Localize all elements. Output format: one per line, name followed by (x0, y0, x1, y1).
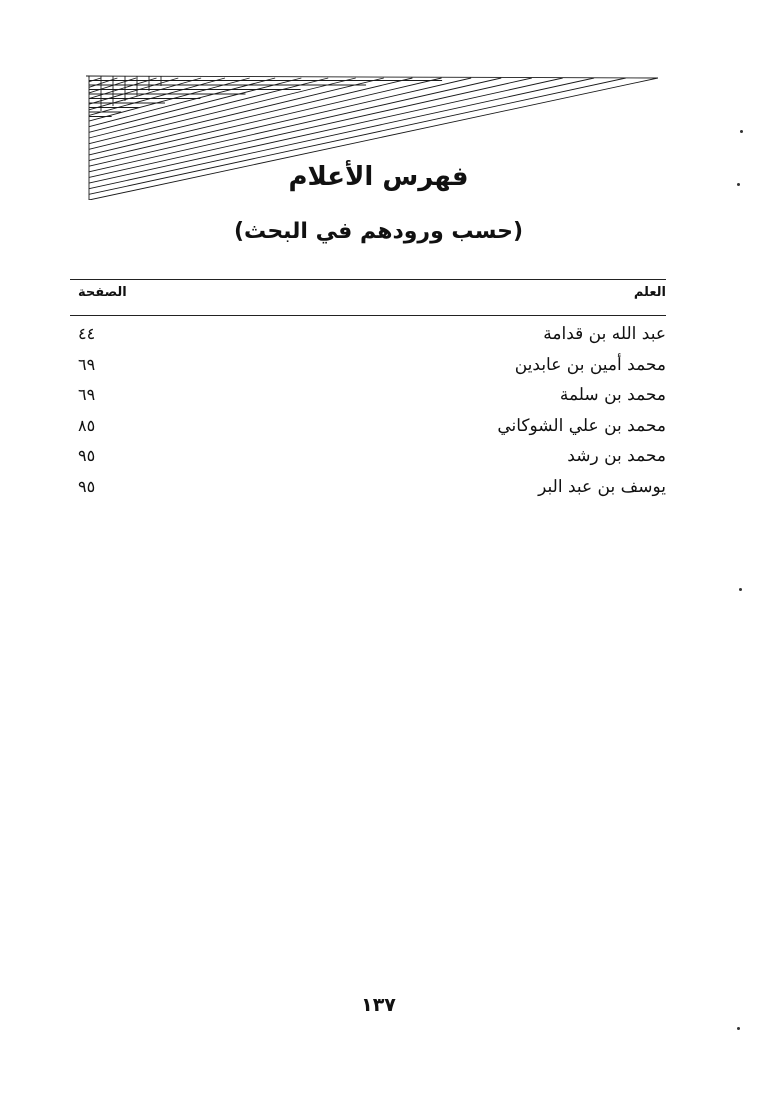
row-name: يوسف بن عبد البر (538, 476, 666, 497)
row-page: ٤٤ (78, 324, 96, 343)
column-header-name: العلم (633, 285, 666, 300)
table-row (70, 446, 666, 477)
page-subtitle: (حسب ورودهم في البحث) (233, 219, 524, 244)
scan-speck (739, 588, 742, 591)
row-page: ٩٥ (78, 446, 96, 465)
scan-speck (737, 183, 740, 186)
row-name: محمد أمين بن عابدين (514, 354, 666, 375)
row-name: محمد بن سلمة (559, 385, 666, 405)
table-header-rule (70, 315, 666, 316)
row-page: ٦٩ (78, 354, 96, 374)
table-row (70, 355, 666, 386)
row-page: ٩٥ (78, 476, 96, 496)
row-page: ٦٩ (78, 385, 96, 404)
page-title: فهرس الأعلام (288, 162, 469, 192)
table-row (70, 385, 666, 416)
table-body (70, 324, 666, 507)
table-row (70, 477, 666, 508)
table-row (70, 324, 666, 355)
table-top-rule (70, 279, 666, 280)
column-header-page: الصفحة (78, 285, 127, 300)
row-name: عبد الله بن قدامة (543, 324, 666, 344)
scan-speck (740, 130, 743, 133)
row-name: محمد بن علي الشوكاني (497, 415, 666, 436)
page-number: ١٣٧ (361, 994, 396, 1016)
row-page: ٨٥ (78, 415, 96, 435)
table-row (70, 416, 666, 447)
row-name: محمد بن رشد (567, 446, 666, 466)
scan-speck (737, 1027, 740, 1030)
